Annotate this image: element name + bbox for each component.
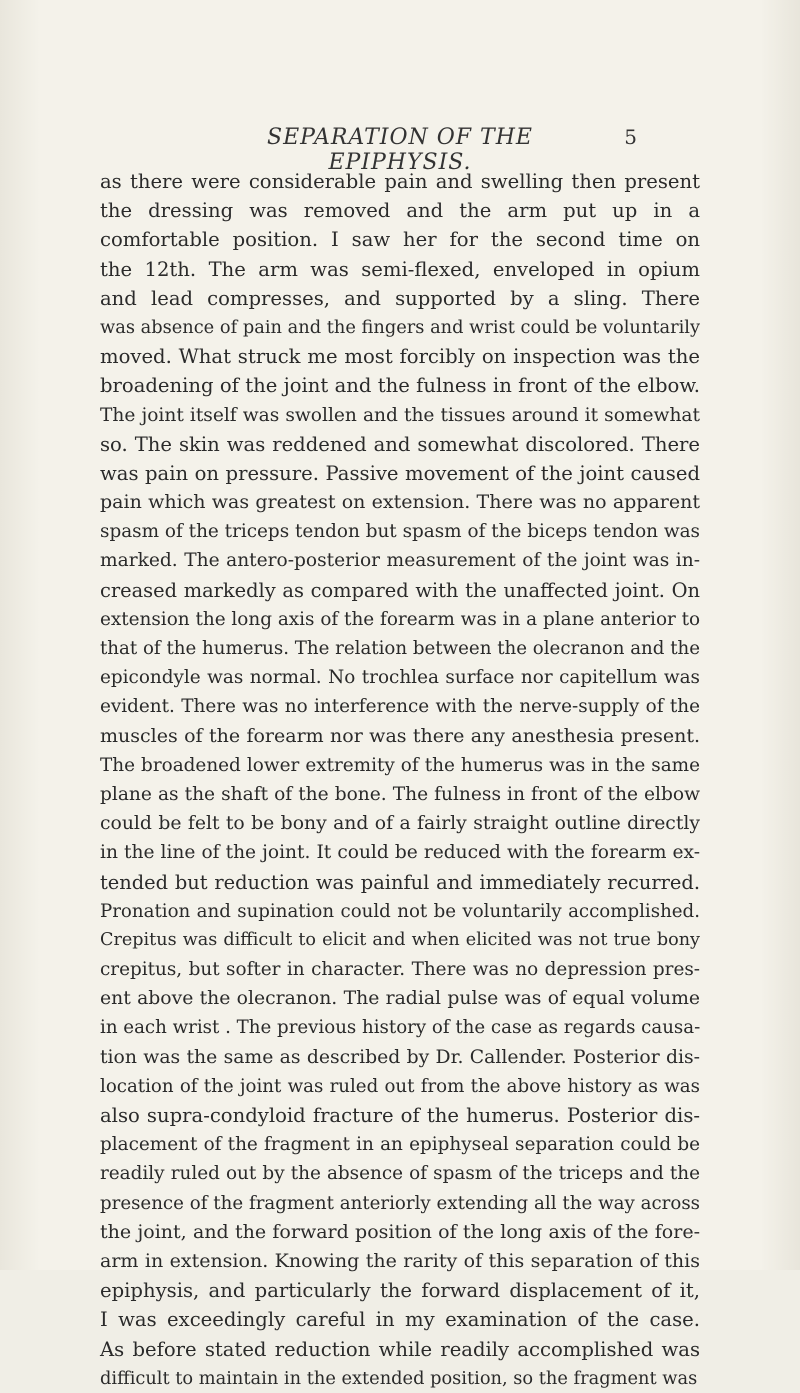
text-line: creased markedly as compared with the unaffected joint. On xyxy=(100,578,700,602)
text-line: The joint itself was swollen and the tissues around it somewhat xyxy=(100,404,700,426)
text-line: I was exceedingly careful in my examination of the case. xyxy=(100,1308,700,1332)
text-line: could be felt to be bony and of a fairly straight outline directly xyxy=(100,813,700,835)
text-line: in each wrist . The previous history of the case as regards causa- xyxy=(100,1017,701,1039)
text-line: Pronation and supination could not be voluntarily accomplished. xyxy=(100,900,700,922)
text-line: The broadened lower extremity of the humerus was in the same xyxy=(100,754,700,776)
text-line: Crepitus was difficult to elicit and when elicited was not true bony xyxy=(100,929,700,950)
text-line: plane as the shaft of the bone. The fulness in front of the elbow xyxy=(100,783,700,805)
text-line: location of the joint was ruled out from the above history as was xyxy=(100,1075,700,1097)
text-line: placement of the fragment in an epiphyseal separation could be xyxy=(100,1134,700,1156)
text-line: ent above the olecranon. The radial pulse was of equal volume xyxy=(100,988,700,1010)
running-title: SEPARATION OF THE EPIPHYSIS. xyxy=(267,125,533,175)
text-line: that of the humerus. The relation between the olecranon and the xyxy=(100,638,700,659)
text-line: muscles of the forearm nor was there any anesthesia present. xyxy=(100,724,700,747)
text-line: moved. What struck me most forcibly on inspection was the xyxy=(100,345,700,369)
text-line: the dressing was removed and the arm put up in a xyxy=(100,199,700,223)
text-line: was pain on pressure. Passive movement of the joint caused xyxy=(100,461,700,485)
text-line: comfortable position. I saw her for the second time on xyxy=(100,228,700,252)
text-line: so. The skin was reddened and somewhat discolored. There xyxy=(100,432,700,456)
text-line: evident. There was no interference with the nerve-supply of the xyxy=(100,696,700,718)
text-line: in the line of the joint. It could be reduced with the forearm ex- xyxy=(100,842,700,864)
body-text xyxy=(100,167,700,1393)
text-line: epiphysis, and particularly the forward displacement of it, xyxy=(100,1279,700,1303)
text-line: tended but reduction was painful and immediately recurred. xyxy=(100,870,700,894)
text-line: epicondyle was normal. No trochlea surface nor capitellum was xyxy=(100,667,700,689)
text-line: as there were considerable pain and swelling then present xyxy=(100,170,700,193)
text-line: difficult to maintain in the extended position, so the fragment was xyxy=(100,1367,698,1389)
text-line: was absence of pain and the fingers and wrist could be voluntarily xyxy=(100,316,700,338)
text-line: broadening of the joint and the fulness in front of the elbow. xyxy=(100,374,700,398)
text-line: spasm of the triceps tendon but spasm of the biceps tendon was xyxy=(100,521,700,543)
text-line: presence of the fragment anteriorly extending all the way across xyxy=(100,1192,700,1214)
text-line: the 12th. The arm was semi-flexed, enveloped in opium xyxy=(100,257,700,281)
text-line: As before stated reduction while readily accomplished was xyxy=(100,1337,700,1361)
text-line: extension the long axis of the forearm was in a plane anterior to xyxy=(100,608,701,630)
text-line: tion was the same as described by Dr. Callender. Posterior dis- xyxy=(100,1046,700,1068)
text-line: crepitus, but softer in character. There was no depression pres- xyxy=(100,959,700,981)
text-line: pain which was greatest on extension. There was no apparent xyxy=(100,491,700,514)
text-line: marked. The antero-posterior measurement of the joint was in- xyxy=(100,550,700,572)
page-number: 5 xyxy=(624,125,637,149)
text-line: readily ruled out by the absence of spasm of the triceps and the xyxy=(100,1163,700,1185)
text-line: and lead compresses, and supported by a sling. There xyxy=(100,286,700,310)
text-line: the joint, and the forward position of the long axis of the fore- xyxy=(100,1220,700,1243)
text-line: arm in extension. Knowing the rarity of this separation of this xyxy=(100,1249,700,1272)
text-line: also supra-condyloid fracture of the humerus. Posterior dis- xyxy=(100,1104,700,1127)
